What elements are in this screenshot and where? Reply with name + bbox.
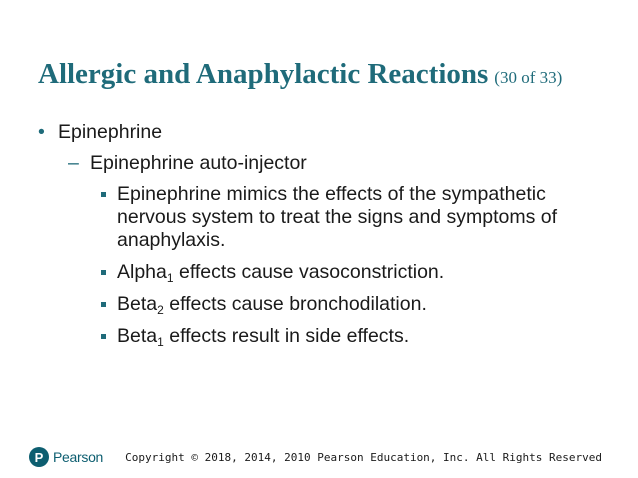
bullet-square-icon [101, 302, 106, 307]
bullet-list [38, 121, 618, 357]
bullet-square-icon [101, 270, 106, 275]
bullet-level1 [38, 121, 618, 144]
pearson-logo-text: Pearson [53, 449, 104, 465]
bullet-level3-item [38, 325, 618, 348]
bullet-text: Beta [117, 293, 158, 315]
bullet-square-icon [101, 334, 106, 339]
bullet-subscript: 1 [166, 271, 174, 285]
bullet-text-rest: effects cause vasoconstriction. [173, 261, 445, 283]
bullet-square-icon [101, 192, 106, 197]
bullet-dot-icon: • [38, 121, 45, 143]
copyright-notice: Copyright © 2018, 2014, 2010 Pearson Education, Inc. All Rights Reserved [125, 451, 602, 464]
bullet-text: Epinephrine mimics the effects of the sympathetic nervous system to treat the signs and symptoms of anaphylaxis. [117, 183, 558, 251]
bullet-level3-item [38, 293, 618, 316]
bullet-subscript: 2 [157, 303, 164, 317]
bullet-text: Alpha [117, 261, 167, 283]
pearson-logo-icon: P [29, 447, 49, 467]
bullet-level3-list [38, 183, 618, 348]
bullet-level3-item [38, 261, 618, 284]
bullet-level3-item [38, 183, 618, 252]
slide-title [38, 58, 562, 91]
bullet-text: Beta [117, 325, 158, 347]
bullet-level2-text: Epinephrine auto-injector [90, 152, 307, 174]
slide-count: (30 of 33) [494, 68, 563, 87]
bullet-text-rest: effects result in side effects. [163, 325, 410, 347]
bullet-subscript: 1 [157, 335, 164, 349]
bullet-text-rest: effects cause bronchodilation. [163, 293, 427, 315]
pearson-logo [29, 447, 103, 467]
bullet-level2 [38, 152, 618, 175]
slide-title-text: Allergic and Anaphylactic Reactions [38, 58, 489, 90]
bullet-dash-icon: – [68, 152, 79, 174]
bullet-level1-text: Epinephrine [58, 121, 163, 143]
